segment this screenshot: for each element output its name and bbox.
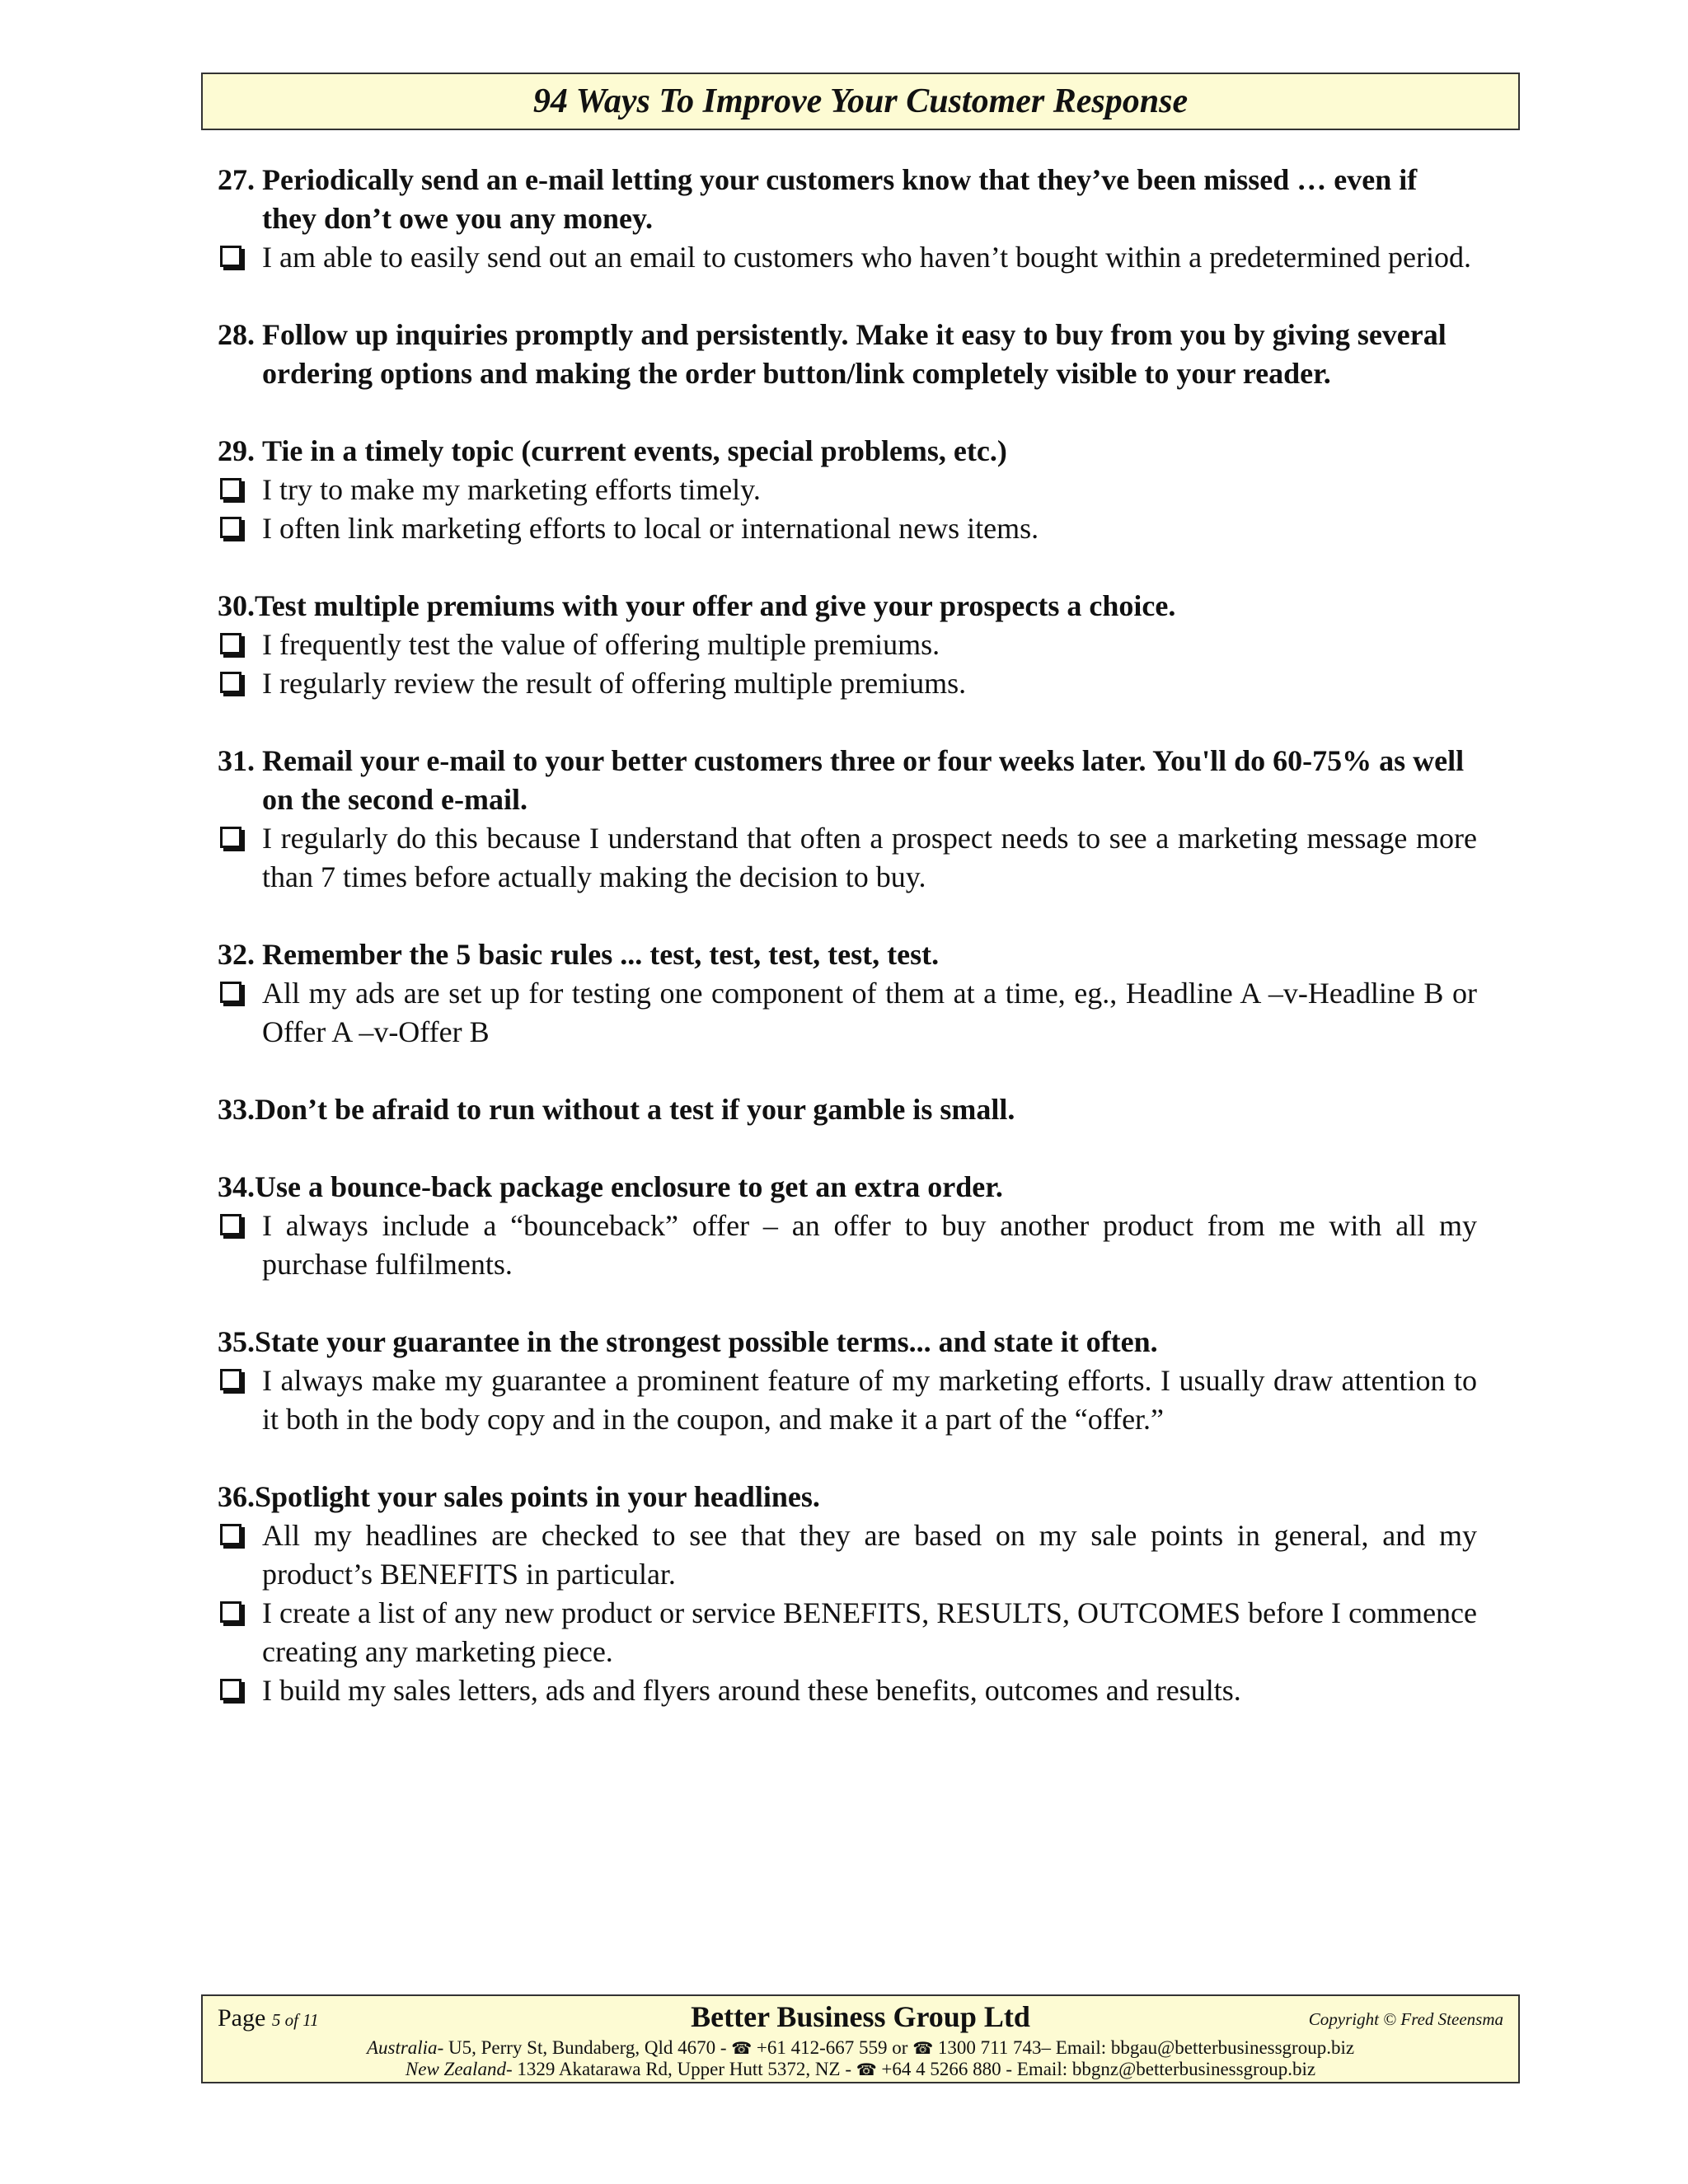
- section-title-text: State your guarantee in the strongest possible terms... and state it often.: [255, 1325, 1158, 1358]
- checklist-item: [218, 626, 1477, 664]
- section-36: [218, 1478, 1477, 1710]
- checkbox-icon[interactable]: [220, 827, 241, 848]
- section-title-text: Tie in a timely topic (current events, special problems, etc.): [262, 434, 1007, 467]
- section-number: 27.: [218, 163, 255, 196]
- checklist-item: [218, 664, 1477, 703]
- checklist-item-text: I am able to easily send out an email to customers who haven’t bought within a predetermined period.: [262, 241, 1471, 274]
- australia-contact: [203, 2037, 1518, 2059]
- checkbox-icon[interactable]: [220, 1601, 241, 1623]
- checklist-item: [218, 819, 1477, 897]
- checklist-item-text: I always include a “bounceback” offer – an offer to buy another product from me with all my purchase fulfilments.: [262, 1209, 1477, 1281]
- section-title: [218, 1090, 1477, 1129]
- checklist-item: [218, 1594, 1477, 1671]
- checkbox-icon[interactable]: [220, 1369, 241, 1390]
- phone-icon: ☎: [912, 2038, 934, 2058]
- copyright-notice: Copyright © Fred Steensma: [1308, 2009, 1503, 2029]
- checklist-item: [218, 509, 1477, 548]
- section-29: [218, 432, 1477, 548]
- section-title: [218, 316, 1477, 393]
- section-title-text: Test multiple premiums with your offer and give your prospects a choice.: [255, 589, 1176, 622]
- checklist-item: [218, 1361, 1477, 1439]
- document-title: 94 Ways To Improve Your Customer Response: [532, 82, 1189, 120]
- section-number: 30.: [218, 589, 255, 622]
- checklist-item: [218, 471, 1477, 509]
- section-28: [218, 316, 1477, 393]
- checklist-item: [218, 1516, 1477, 1594]
- phone-icon: ☎: [856, 2060, 877, 2079]
- checklist-item-text: I frequently test the value of offering multiple premiums.: [262, 628, 940, 661]
- checklist-item: [218, 1671, 1477, 1710]
- section-title: [218, 742, 1477, 819]
- checklist-item-text: All my headlines are checked to see that they are based on my sale points in general, and my product’s BENEFITS in particular.: [262, 1519, 1477, 1591]
- document-header: [201, 73, 1520, 130]
- page-of: 5 of 11: [271, 2010, 319, 2030]
- section-30: [218, 587, 1477, 703]
- checklist-content: [218, 161, 1477, 1749]
- section-title-text: Remail your e-mail to your better customers three or four weeks later. You'll do 60-75% as well on the second e-mail.: [262, 744, 1465, 816]
- new-zealand-contact: [203, 2059, 1518, 2080]
- checkbox-icon[interactable]: [220, 1524, 241, 1545]
- section-number: 31.: [218, 744, 255, 777]
- checklist-item-text: I regularly do this because I understand that often a prospect needs to see a marketing message more than 7 times before actually making the decision to buy.: [262, 822, 1477, 893]
- page-label: Page: [218, 2004, 266, 2032]
- country-label: New Zealand: [405, 2059, 506, 2079]
- section-number: 32.: [218, 938, 255, 971]
- country-label: Australia: [366, 2037, 438, 2058]
- checklist-item: [218, 238, 1477, 277]
- checklist-item: [218, 1207, 1477, 1284]
- phone-icon: ☎: [731, 2038, 753, 2058]
- phone-email-text: +64 4 5266 880 - Email: bbgnz@betterbusinessgroup.biz: [881, 2059, 1316, 2079]
- section-number: 36.: [218, 1480, 255, 1513]
- section-27: [218, 161, 1477, 277]
- section-title-text: Spotlight your sales points in your headlines.: [255, 1480, 820, 1513]
- section-33: [218, 1090, 1477, 1129]
- checklist-item-text: I always make my guarantee a prominent feature of my marketing efforts. I usually draw attention to it both in the body copy and in the coupon, and make it a part of the “offer.”: [262, 1364, 1477, 1436]
- checkbox-icon[interactable]: [220, 246, 241, 267]
- checkbox-icon[interactable]: [220, 982, 241, 1003]
- checkbox-icon[interactable]: [220, 478, 241, 499]
- checkbox-icon[interactable]: [220, 517, 241, 538]
- section-title-text: Follow up inquiries promptly and persistently. Make it easy to buy from you by giving several ordering options and making the order button/link completely visible to your reader.: [262, 318, 1447, 390]
- section-title-text: Periodically send an e-mail letting your customers know that they’ve been missed … even if they don’t owe you any money.: [262, 163, 1418, 235]
- checklist-item: [218, 974, 1477, 1052]
- checklist-item-text: All my ads are set up for testing one component of them at a time, eg., Headline A –v-Headline B or Offer A –v-Offer B: [262, 977, 1477, 1048]
- section-number: 29.: [218, 434, 255, 467]
- checkbox-icon[interactable]: [220, 1214, 241, 1235]
- section-title: [218, 587, 1477, 626]
- checkbox-icon[interactable]: [220, 1679, 241, 1700]
- phone-text: +61 412-667 559 or: [756, 2037, 913, 2058]
- section-title: [218, 1168, 1477, 1207]
- section-number: 28.: [218, 318, 255, 351]
- section-title-text: Remember the 5 basic rules ... test, test, test, test, test.: [262, 938, 940, 971]
- checklist-item-text: I build my sales letters, ads and flyers around these benefits, outcomes and results.: [262, 1674, 1241, 1707]
- checkbox-icon[interactable]: [220, 672, 241, 693]
- checklist-item-text: I often link marketing efforts to local or international news items.: [262, 512, 1039, 545]
- section-number: 34.: [218, 1170, 255, 1203]
- section-title: [218, 161, 1477, 238]
- section-title: [218, 1478, 1477, 1516]
- section-title: [218, 1323, 1477, 1361]
- checkbox-icon[interactable]: [220, 633, 241, 654]
- section-32: [218, 935, 1477, 1052]
- section-35: [218, 1323, 1477, 1439]
- section-number: 33.: [218, 1093, 255, 1126]
- company-name: Better Business Group Ltd: [691, 2000, 1030, 2033]
- address-text: - U5, Perry St, Bundaberg, Qld 4670 -: [437, 2037, 732, 2058]
- document-footer: [201, 1994, 1520, 2083]
- section-title-text: Don’t be afraid to run without a test if your gamble is small.: [255, 1093, 1015, 1126]
- checklist-item-text: I try to make my marketing efforts timely.: [262, 473, 761, 506]
- address-text: - 1329 Akatarawa Rd, Upper Hutt 5372, NZ -: [505, 2059, 856, 2079]
- section-title: [218, 935, 1477, 974]
- section-34: [218, 1168, 1477, 1284]
- section-title-text: Use a bounce-back package enclosure to get an extra order.: [255, 1170, 1003, 1203]
- section-number: 35.: [218, 1325, 255, 1358]
- checklist-item-text: I create a list of any new product or service BENEFITS, RESULTS, OUTCOMES before I commence creating any marketing piece.: [262, 1596, 1477, 1668]
- phone-email-text: 1300 711 743– Email: bbgau@betterbusinessgroup.biz: [937, 2037, 1355, 2058]
- section-title: [218, 432, 1477, 471]
- checklist-item-text: I regularly review the result of offering multiple premiums.: [262, 667, 967, 700]
- section-31: [218, 742, 1477, 897]
